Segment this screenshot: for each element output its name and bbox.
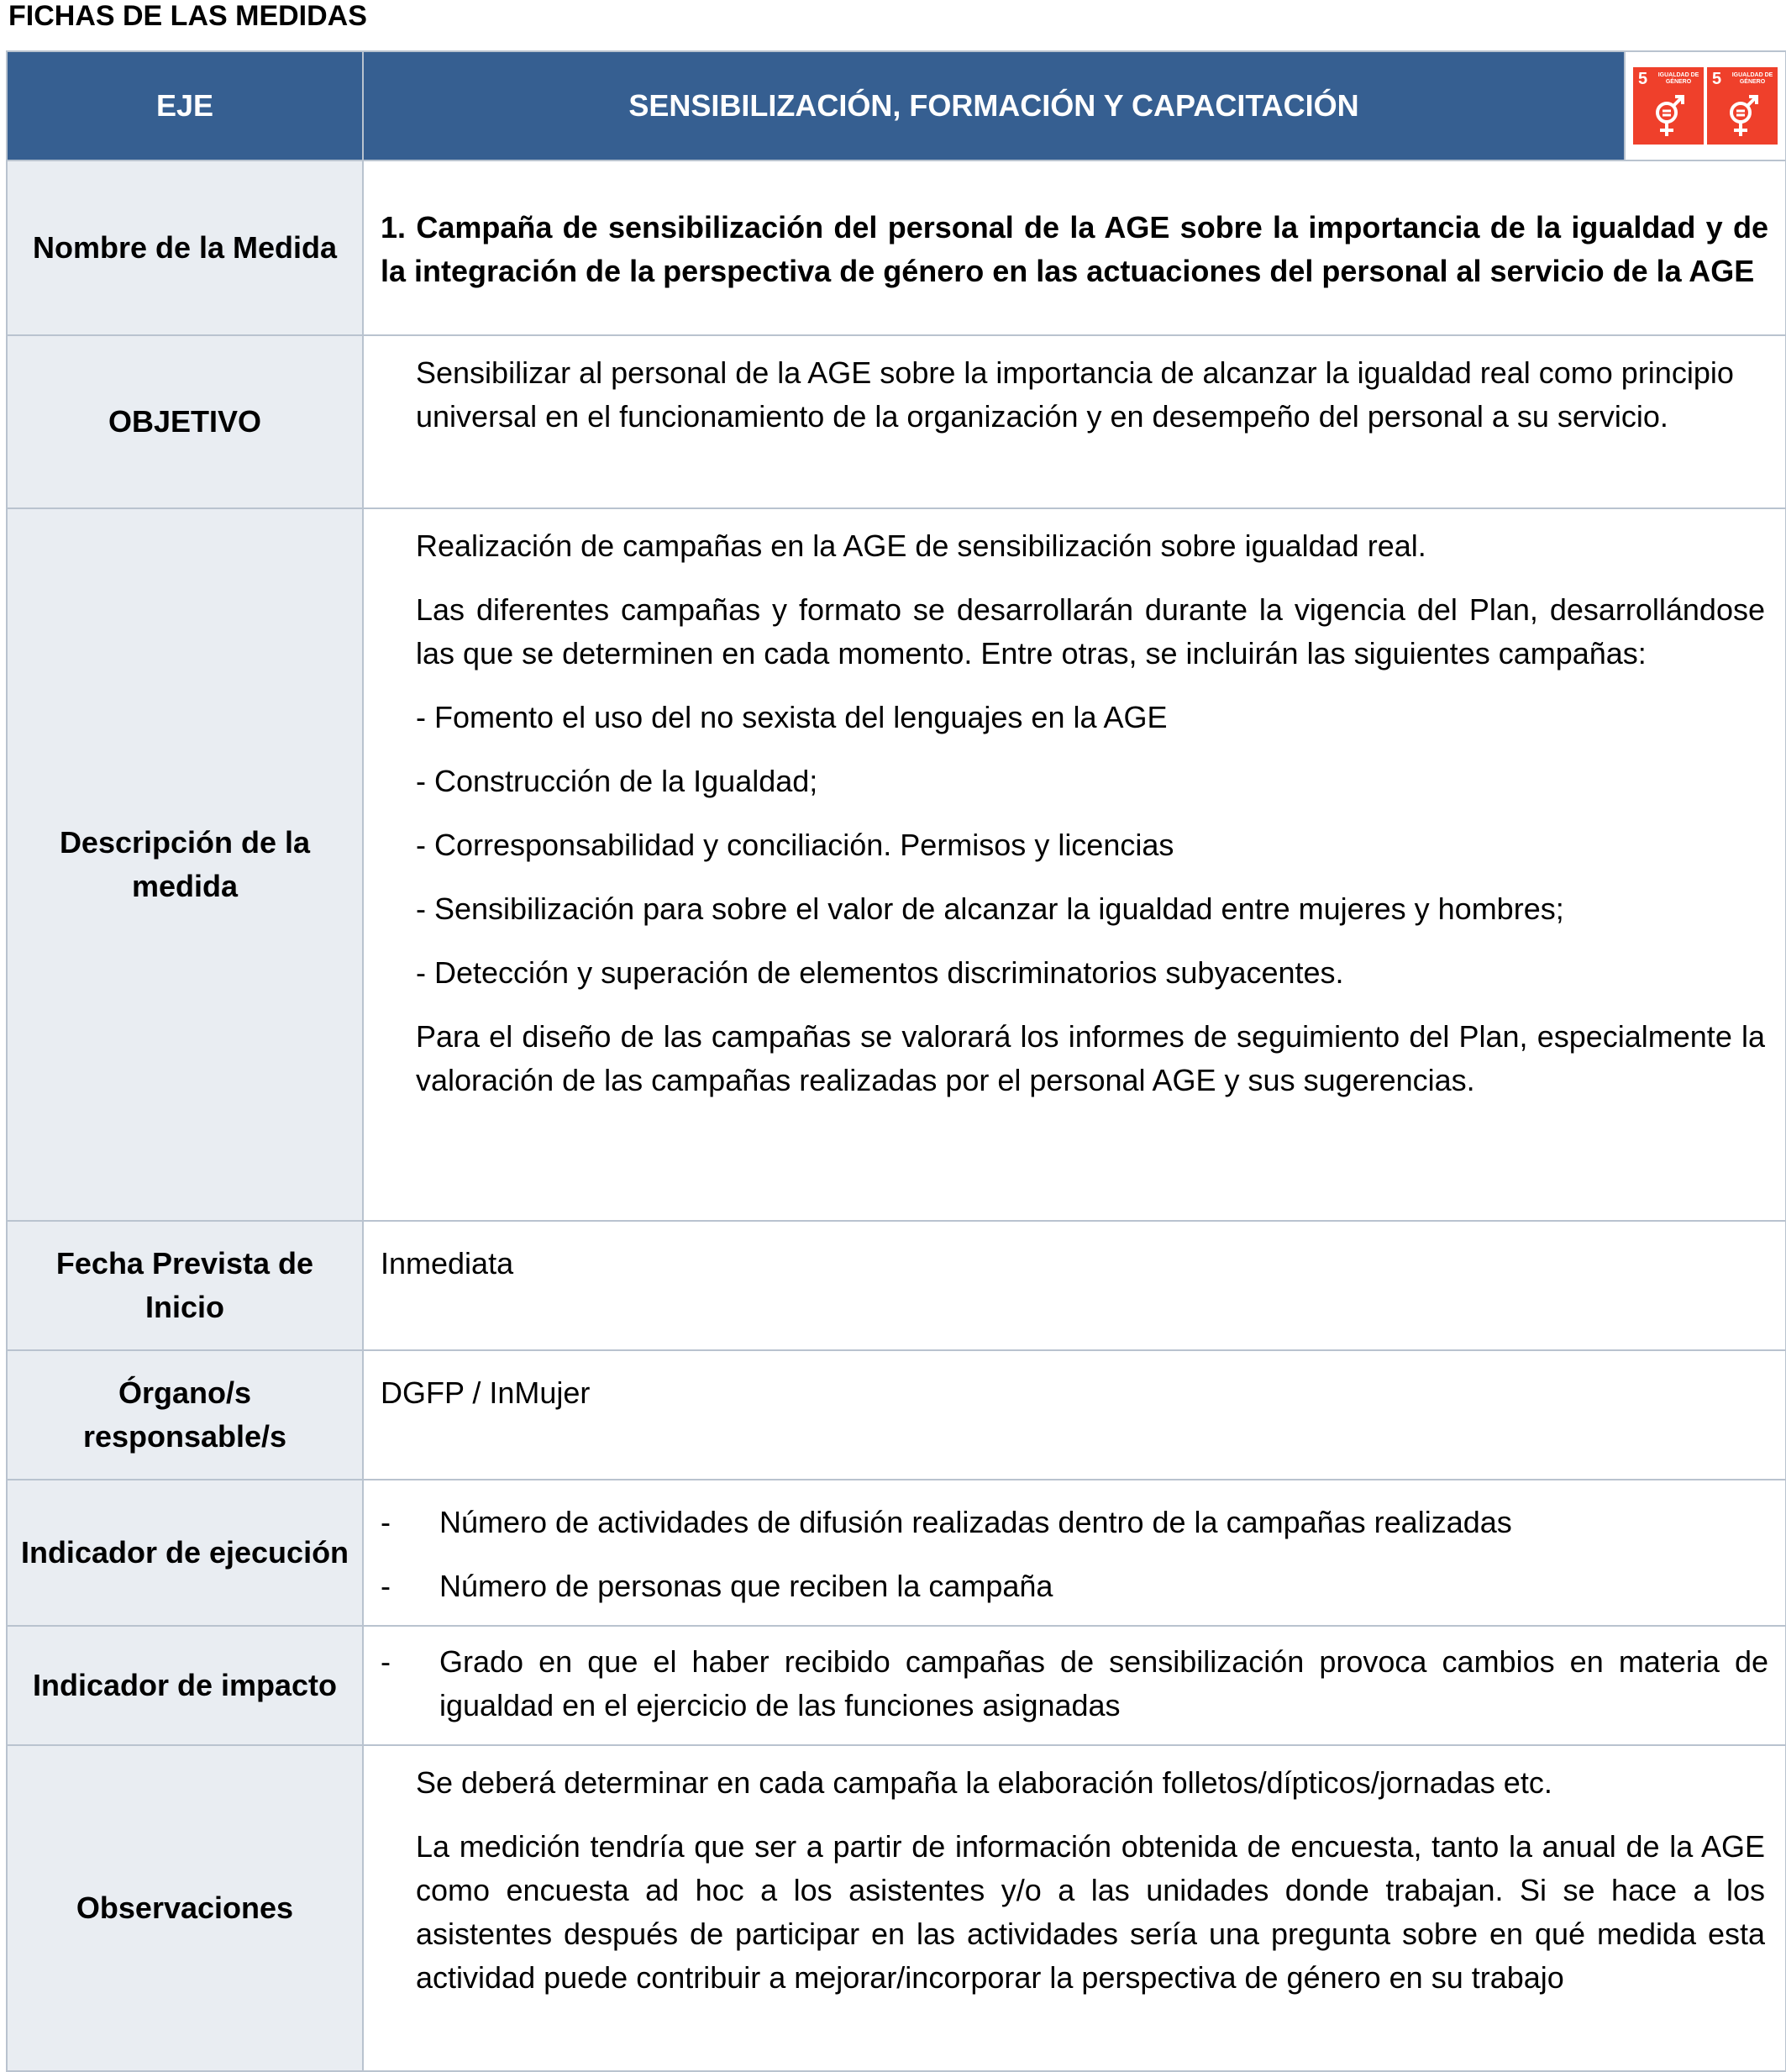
- label-descripcion: Descripción de la medida: [7, 508, 363, 1221]
- measure-name: 1. Campaña de sensibilización del personal de la AGE sobre la importancia de la igualdad y de la integración de la perspectiva de género en las actuaciones del personal al servicio de la AGE: [381, 210, 1768, 288]
- indicator-text: Número de personas que reciben la campaña: [439, 1569, 1053, 1603]
- list-item: [381, 1565, 1768, 1608]
- description-list-item: - Corresponsabilidad y conciliación. Permisos y licencias: [416, 828, 1174, 862]
- description-list-item: - Sensibilización para sobre el valor de alcanzar la igualdad entre mujeres y hombres;: [416, 891, 1564, 926]
- header-eje: EJE: [7, 51, 363, 160]
- dash-bullet: -: [381, 1569, 391, 1603]
- value-observaciones: [363, 1745, 1786, 2071]
- header-row: [7, 51, 1786, 160]
- label-ind-impacto: Indicador de impacto: [7, 1626, 363, 1745]
- responsible-body-text: DGFP / InMujer: [381, 1375, 591, 1410]
- label-ind-ejecucion: Indicador de ejecución: [7, 1480, 363, 1626]
- dash-bullet: -: [381, 1505, 391, 1539]
- row-ind-impacto: [7, 1626, 1786, 1745]
- description-list-item: - Fomento el uso del no sexista del lenguajes en la AGE: [416, 700, 1168, 734]
- description-paragraph: Para el diseño de las campañas se valorará los informes de seguimiento del Plan, especialmente la valoración de las campañas realizadas por el personal AGE y sus sugerencias.: [416, 1019, 1765, 1097]
- indicator-text: Número de actividades de difusión realizadas dentro de la campañas realizadas: [439, 1505, 1512, 1539]
- row-observaciones: [7, 1745, 1786, 2071]
- description-list-item: - Construcción de la Igualdad;: [416, 764, 818, 798]
- label-nombre: Nombre de la Medida: [7, 160, 363, 335]
- label-fecha: Fecha Prevista de Inicio: [7, 1221, 363, 1350]
- row-fecha: [7, 1221, 1786, 1350]
- value-organo: [363, 1350, 1786, 1480]
- list-item: [381, 1501, 1768, 1544]
- value-ind-ejecucion: [363, 1480, 1786, 1626]
- value-objetivo: [363, 335, 1786, 508]
- indicator-text: Grado en que el haber recibido campañas de sensibilización provoca cambios en materia de igualdad en el ejercicio de las funciones asignadas: [439, 1644, 1768, 1722]
- value-ind-impacto: [363, 1626, 1786, 1745]
- sdg-badges-cell: [1625, 51, 1786, 160]
- label-organo: Órgano/s responsable/s: [7, 1350, 363, 1480]
- label-observaciones: Observaciones: [7, 1745, 363, 2071]
- description-paragraph: Realización de campañas en la AGE de sensibilización sobre igualdad real.: [416, 529, 1426, 563]
- row-objetivo: [7, 335, 1786, 508]
- value-nombre: [363, 160, 1786, 335]
- start-date-text: Inmediata: [381, 1246, 514, 1281]
- row-ind-ejecucion: [7, 1480, 1786, 1626]
- objective-text: Sensibilizar al personal de la AGE sobre la importancia de alcanzar la igualdad real como principio universal en el funcionamiento de la organización y en desempeño del personal a su servicio.: [416, 355, 1734, 434]
- observation-paragraph: La medición tendría que ser a partir de información obtenida de encuesta, tanto la anual de la AGE como encuesta ad hoc a los asistentes y/o a las unidades donde trabajan. Si se hace a los asistentes después de participar en las actividades sería una pregunta sobre en qué medida esta actividad puede contribuir a mejorar/incorporar la perspectiva de género en su trabajo: [416, 1829, 1765, 1995]
- measure-sheet-table: [6, 50, 1786, 2072]
- list-item: [381, 1640, 1768, 1728]
- label-objetivo: OBJETIVO: [7, 335, 363, 508]
- value-fecha: [363, 1221, 1786, 1350]
- dash-bullet: -: [381, 1644, 391, 1679]
- row-nombre: [7, 160, 1786, 335]
- header-axis-title: SENSIBILIZACIÓN, FORMACIÓN Y CAPACITACIÓN: [363, 51, 1625, 160]
- description-paragraph: Las diferentes campañas y formato se desarrollarán durante la vigencia del Plan, desarrollándose las que se determinen en cada momento. Entre otras, se incluirán las siguientes campañas:: [416, 592, 1765, 671]
- description-list-item: - Detección y superación de elementos discriminatorios subyacentes.: [416, 955, 1344, 990]
- sdg5-badge-icon: 5 IGUALDAD DE GÉNERO: [1633, 67, 1704, 145]
- observation-paragraph: Se deberá determinar en cada campaña la elaboración folletos/dípticos/jornadas etc.: [416, 1765, 1552, 1800]
- document-title: FICHAS DE LAS MEDIDAS: [8, 0, 367, 32]
- sdg5-badge-icon: 5 IGUALDAD DE GÉNERO: [1707, 67, 1778, 145]
- value-descripcion: [363, 508, 1786, 1221]
- row-descripcion: [7, 508, 1786, 1221]
- row-organo: [7, 1350, 1786, 1480]
